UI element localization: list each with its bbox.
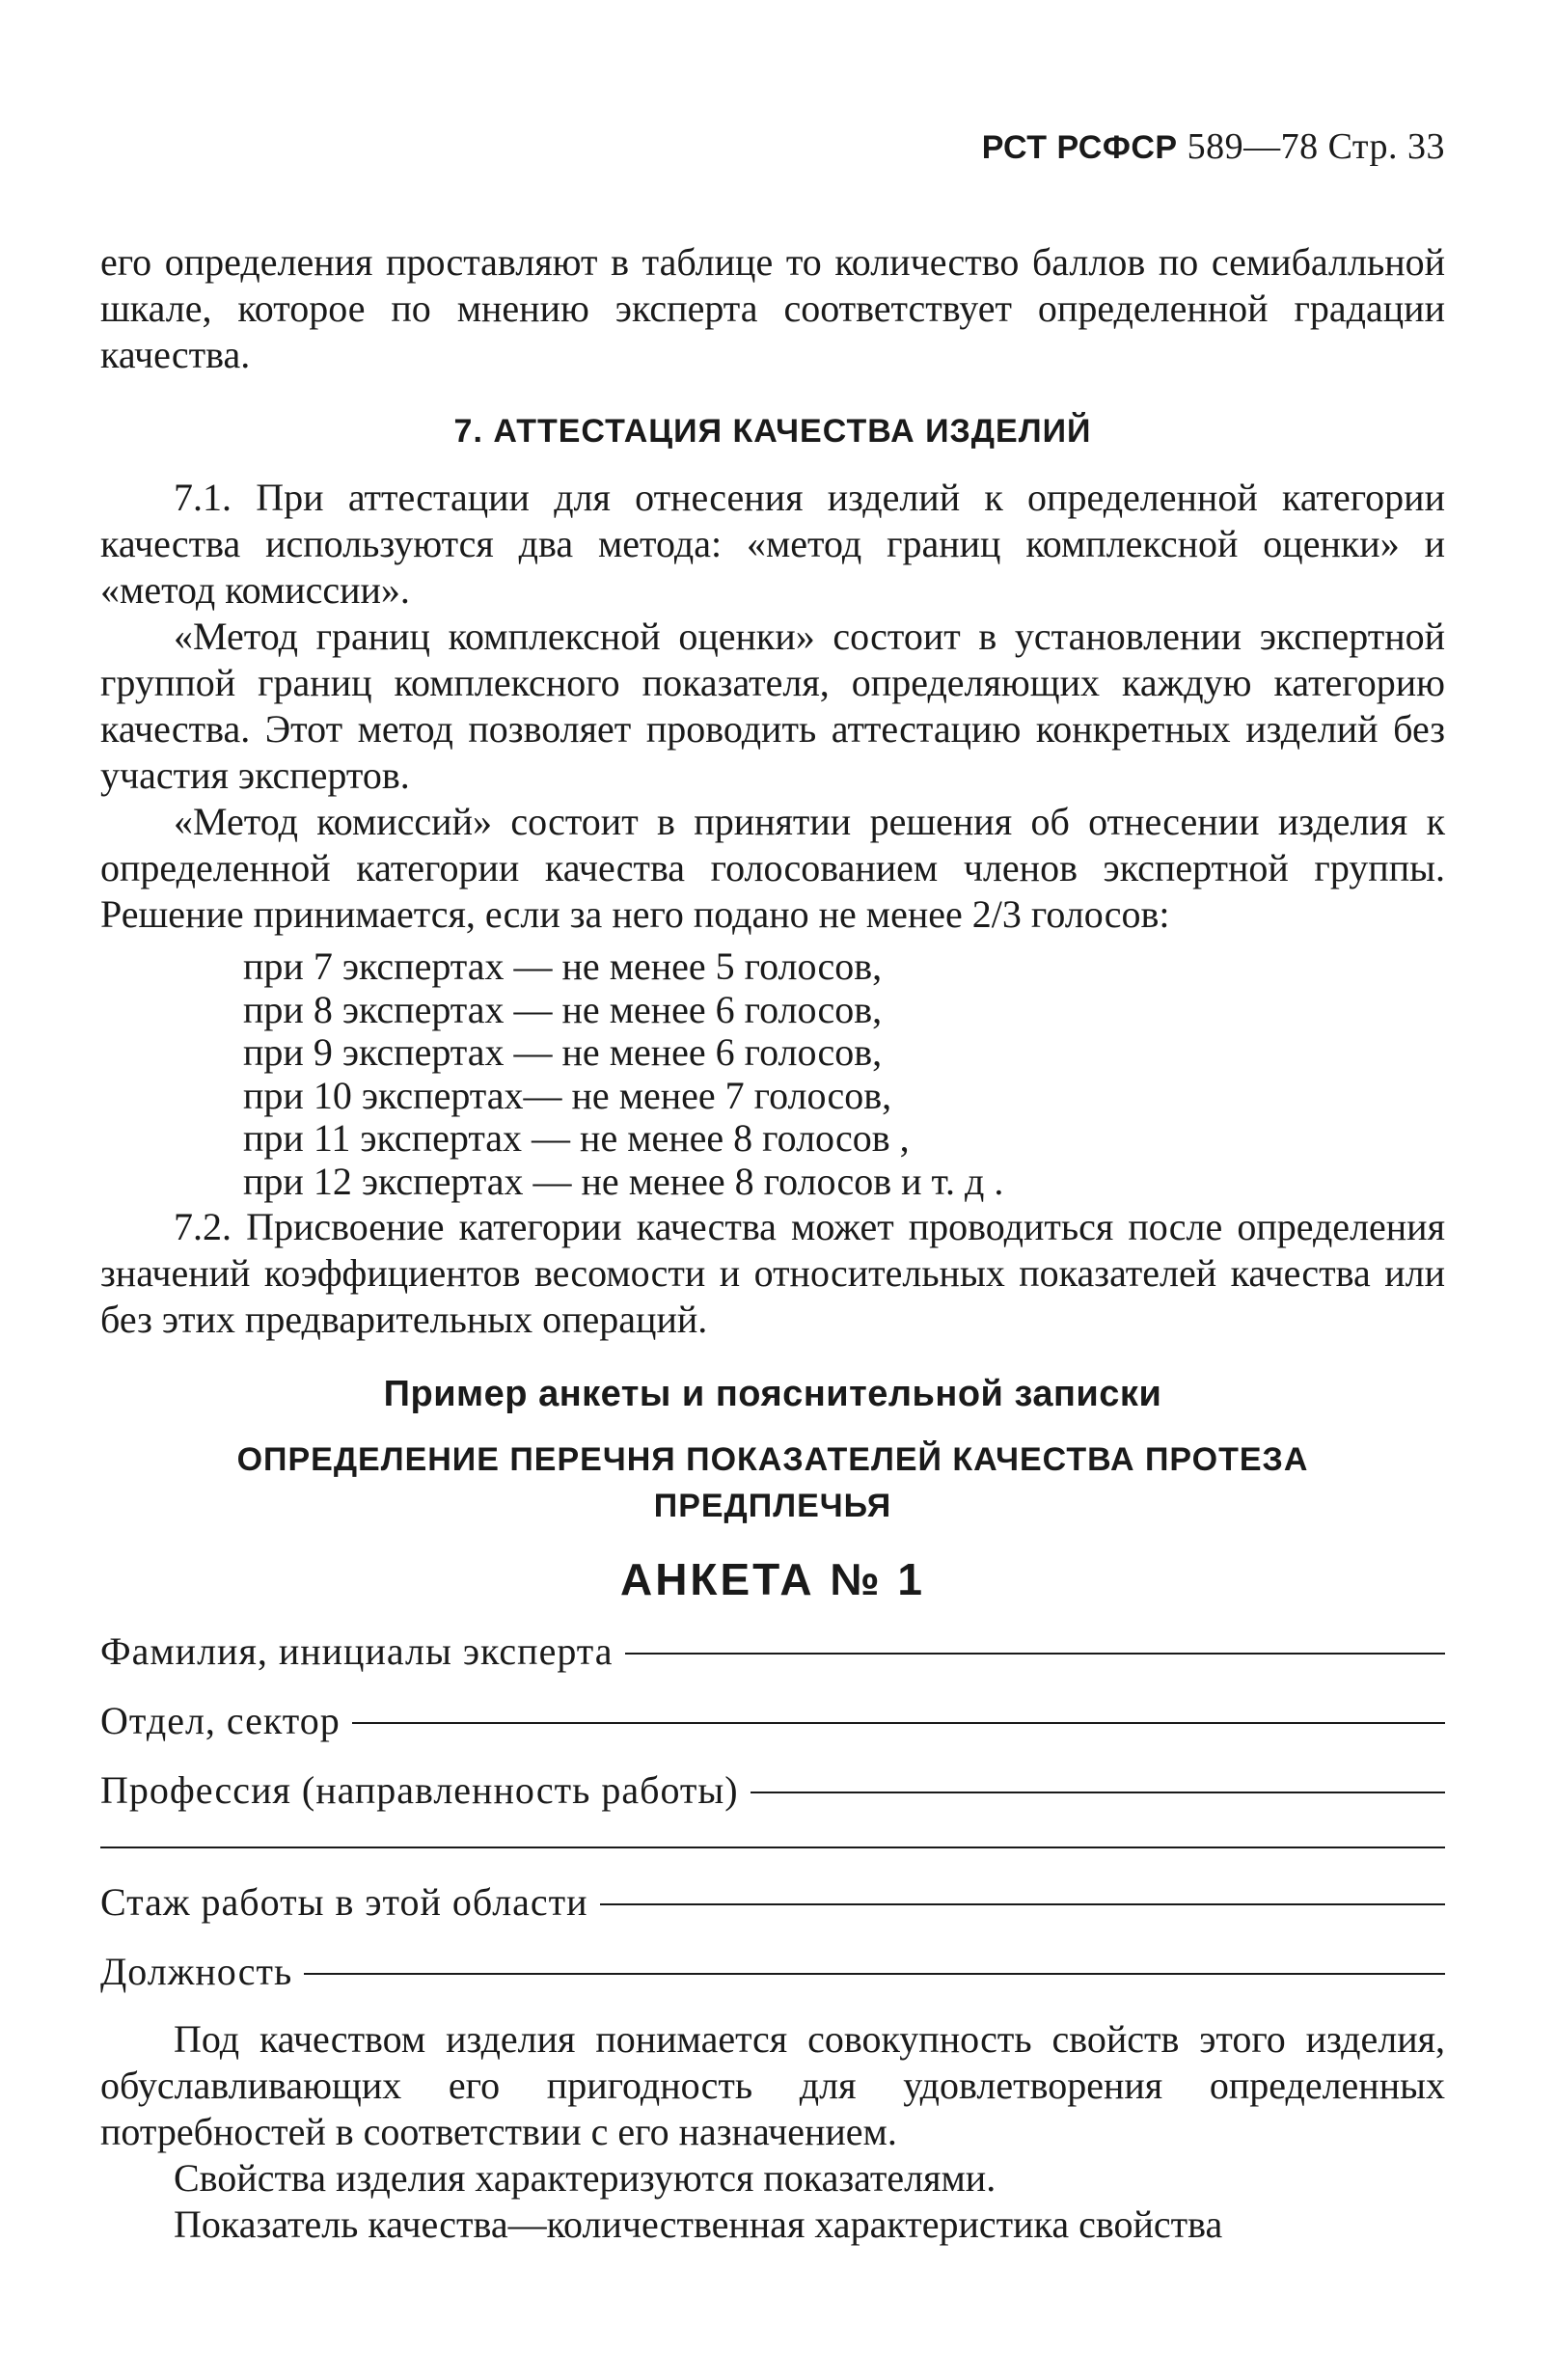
profession-label: Профессия (направленность работы) [100, 1768, 739, 1812]
surname-field-line[interactable] [625, 1653, 1445, 1655]
paragraph-7-2-block [100, 1204, 1445, 1343]
example-title: Пример анкеты и пояснительной записки [383, 1374, 1162, 1414]
vote-item: при 11 экспертах — не менее 8 голосов , [243, 1116, 910, 1160]
department-field-line[interactable] [352, 1722, 1445, 1724]
experience-row [100, 1879, 1445, 1925]
section-7-body [100, 475, 1445, 938]
section-7-title: 7. АТТЕСТАЦИЯ КАЧЕСТВА ИЗДЕЛИЙ [453, 413, 1092, 450]
vote-item: при 7 экспертах — не менее 5 голосов, [243, 944, 883, 988]
profession-continuation-line[interactable] [100, 1847, 1445, 1848]
example-subtitle-line1: ОПРЕДЕЛЕНИЕ ПЕРЕЧНЯ ПОКАЗАТЕЛЕЙ КАЧЕСТВА ПРОТЕЗА [236, 1441, 1309, 1478]
explanation-paragraph-1: Под качеством изделия понимается совокупность свойств этого изделия, обуславливающих его пригодность для удовлетворения определенных потребностей в соответствии с его назначением. [100, 2017, 1445, 2153]
paragraph-7-1: 7.1. При аттестации для отнесения изделий к определенной категории качества используются два метода: «метод границ комплексной оценки» и «метод комиссии». [100, 476, 1445, 612]
department-row [100, 1698, 1445, 1743]
vote-item: при 9 экспертах — не менее 6 голосов, [243, 1030, 883, 1074]
surname-label: Фамилия, инициалы эксперта [100, 1629, 614, 1673]
explanation-paragraph-3: Показатель качества—количественная характеристика свойства [174, 2202, 1223, 2246]
position-row [100, 1949, 1445, 1994]
votes-list [243, 945, 1003, 1203]
department-label: Отдел, сектор [100, 1699, 341, 1742]
experience-label: Стаж работы в этой области [100, 1880, 588, 1924]
position-label: Должность [100, 1950, 293, 1993]
intro-paragraph-block [100, 239, 1445, 378]
experience-field-line[interactable] [600, 1903, 1445, 1905]
vote-item: при 10 экспертах— не менее 7 голосов, [243, 1073, 892, 1117]
header-page: Стр. 33 [1327, 126, 1445, 167]
position-field-line[interactable] [304, 1973, 1445, 1975]
profession-field-line[interactable] [751, 1792, 1445, 1793]
paragraph-method-commission: «Метод комиссий» состоит в принятии решения об отнесении изделия к определенной категории качества голосованием членов экспертной группы. Решение принимается, если за него подано не менее 2/3 голосов: [100, 800, 1445, 936]
document-page [100, 0, 1445, 2380]
vote-item: при 12 экспертах — не менее 8 голосов и т. д . [243, 1159, 1004, 1203]
header-standard: РСТ РСФСР [981, 129, 1178, 166]
example-subtitle-line2: ПРЕДПЛЕЧЬЯ [653, 1488, 892, 1524]
anketa-title: АНКЕТА № 1 [619, 1554, 926, 1604]
paragraph-method-bounds: «Метод границ комплексной оценки» состоит в установлении экспертной группой границ комплексного показателя, определяющих каждую категорию качества. Этот метод позволяет проводить аттестацию конкретных изделий без участия экспертов. [100, 615, 1445, 797]
vote-item: при 8 экспертах — не менее 6 голосов, [243, 987, 883, 1031]
paragraph-7-2: 7.2. Присвоение категории качества может проводиться после определения значений коэффициентов весомости и относительных показателей качества или без этих предварительных операций. [100, 1205, 1445, 1341]
explanation-block [100, 2016, 1445, 2248]
intro-paragraph: его определения проставляют в таблице то количество баллов по семибалльной шкале, которое по мнению эксперта соответствует определенной градации качества. [100, 240, 1445, 376]
page-header [982, 125, 1445, 168]
explanation-paragraph-2: Свойства изделия характеризуются показателями. [174, 2156, 996, 2200]
surname-row [100, 1628, 1445, 1674]
profession-row [100, 1767, 1445, 1813]
header-number: 589—78 [1187, 126, 1319, 167]
